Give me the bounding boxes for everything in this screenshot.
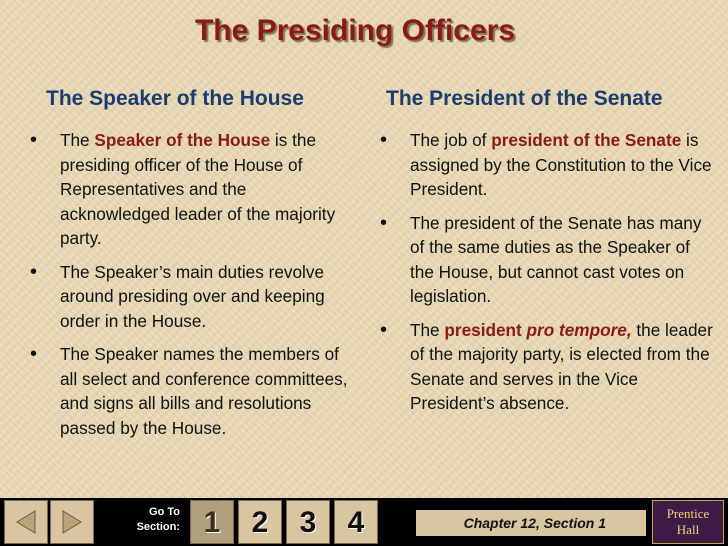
arrow-left-icon (5, 501, 47, 543)
section-3-button[interactable]: 3 (286, 500, 330, 544)
arrow-right-icon (51, 501, 93, 543)
goto-label-line: Section: (136, 521, 180, 533)
bullet-text: The Speaker’s main duties revolve around presiding over and keeping order in the House. (60, 261, 325, 331)
publisher-logo (652, 500, 724, 544)
logo-text: Hall (676, 522, 700, 537)
speaker-heading: The Speaker of the House (46, 87, 304, 110)
speaker-column (28, 128, 358, 449)
bullet-emphasis-italic: pro tempore (526, 319, 627, 340)
bullet-item (378, 211, 718, 309)
previous-slide-button[interactable] (4, 500, 48, 544)
bullet-item (28, 342, 358, 440)
section-1-button[interactable]: 1 (190, 500, 234, 544)
slide-title: The Presiding Officers (194, 14, 516, 47)
senate-president-heading: The President of the Senate (386, 87, 663, 110)
bullet-text: the leader of the majority party, is elected from the Senate and serves in the Vice President’s absence. (410, 319, 713, 413)
bullet-dot: • (380, 318, 388, 341)
bullet-dot: • (30, 343, 38, 365)
section-4-button[interactable]: 4 (334, 500, 378, 544)
bullet-dot: • (30, 129, 38, 151)
bullet-text: The Speaker names the members of all select and conference committees, and signs all bills and resolutions passed by the House. (60, 344, 348, 438)
footer-nav-bar (0, 498, 728, 546)
logo-text: Prentice (666, 506, 710, 521)
bullet-emphasis-comma: , (626, 319, 632, 340)
bullet-dot: • (380, 129, 388, 151)
bullet-dot: • (30, 260, 38, 283)
bullet-text: The (60, 130, 95, 150)
bullet-text: The president of the Senate has many of the same duties as the Speaker of the House, but cannot cast votes on legislation. (410, 212, 702, 306)
bullet-dot: • (380, 211, 388, 234)
bullet-item (28, 128, 358, 251)
bullet-text: is assigned by the Constitution to the Vice President. (410, 130, 712, 199)
bullet-text: is the presiding officer of the House of Representatives and the acknowledged leader of the majority party. (60, 130, 336, 248)
bullet-item (378, 128, 718, 202)
goto-section-label (128, 505, 180, 535)
chapter-section-label: Chapter 12, Section 1 (416, 510, 646, 536)
bullet-text: The (410, 319, 445, 340)
bullet-emphasis: president of the Senate (491, 130, 682, 150)
bullet-item (378, 318, 718, 416)
bullet-text: The job of (410, 130, 492, 150)
senate-column (378, 128, 718, 425)
bullet-emphasis: Speaker of the House (94, 130, 271, 150)
goto-label-line: Go To (149, 506, 180, 518)
next-slide-button[interactable] (50, 500, 94, 544)
bullet-emphasis: president (444, 319, 527, 340)
section-2-button[interactable]: 2 (238, 500, 282, 544)
bullet-item (28, 260, 358, 334)
